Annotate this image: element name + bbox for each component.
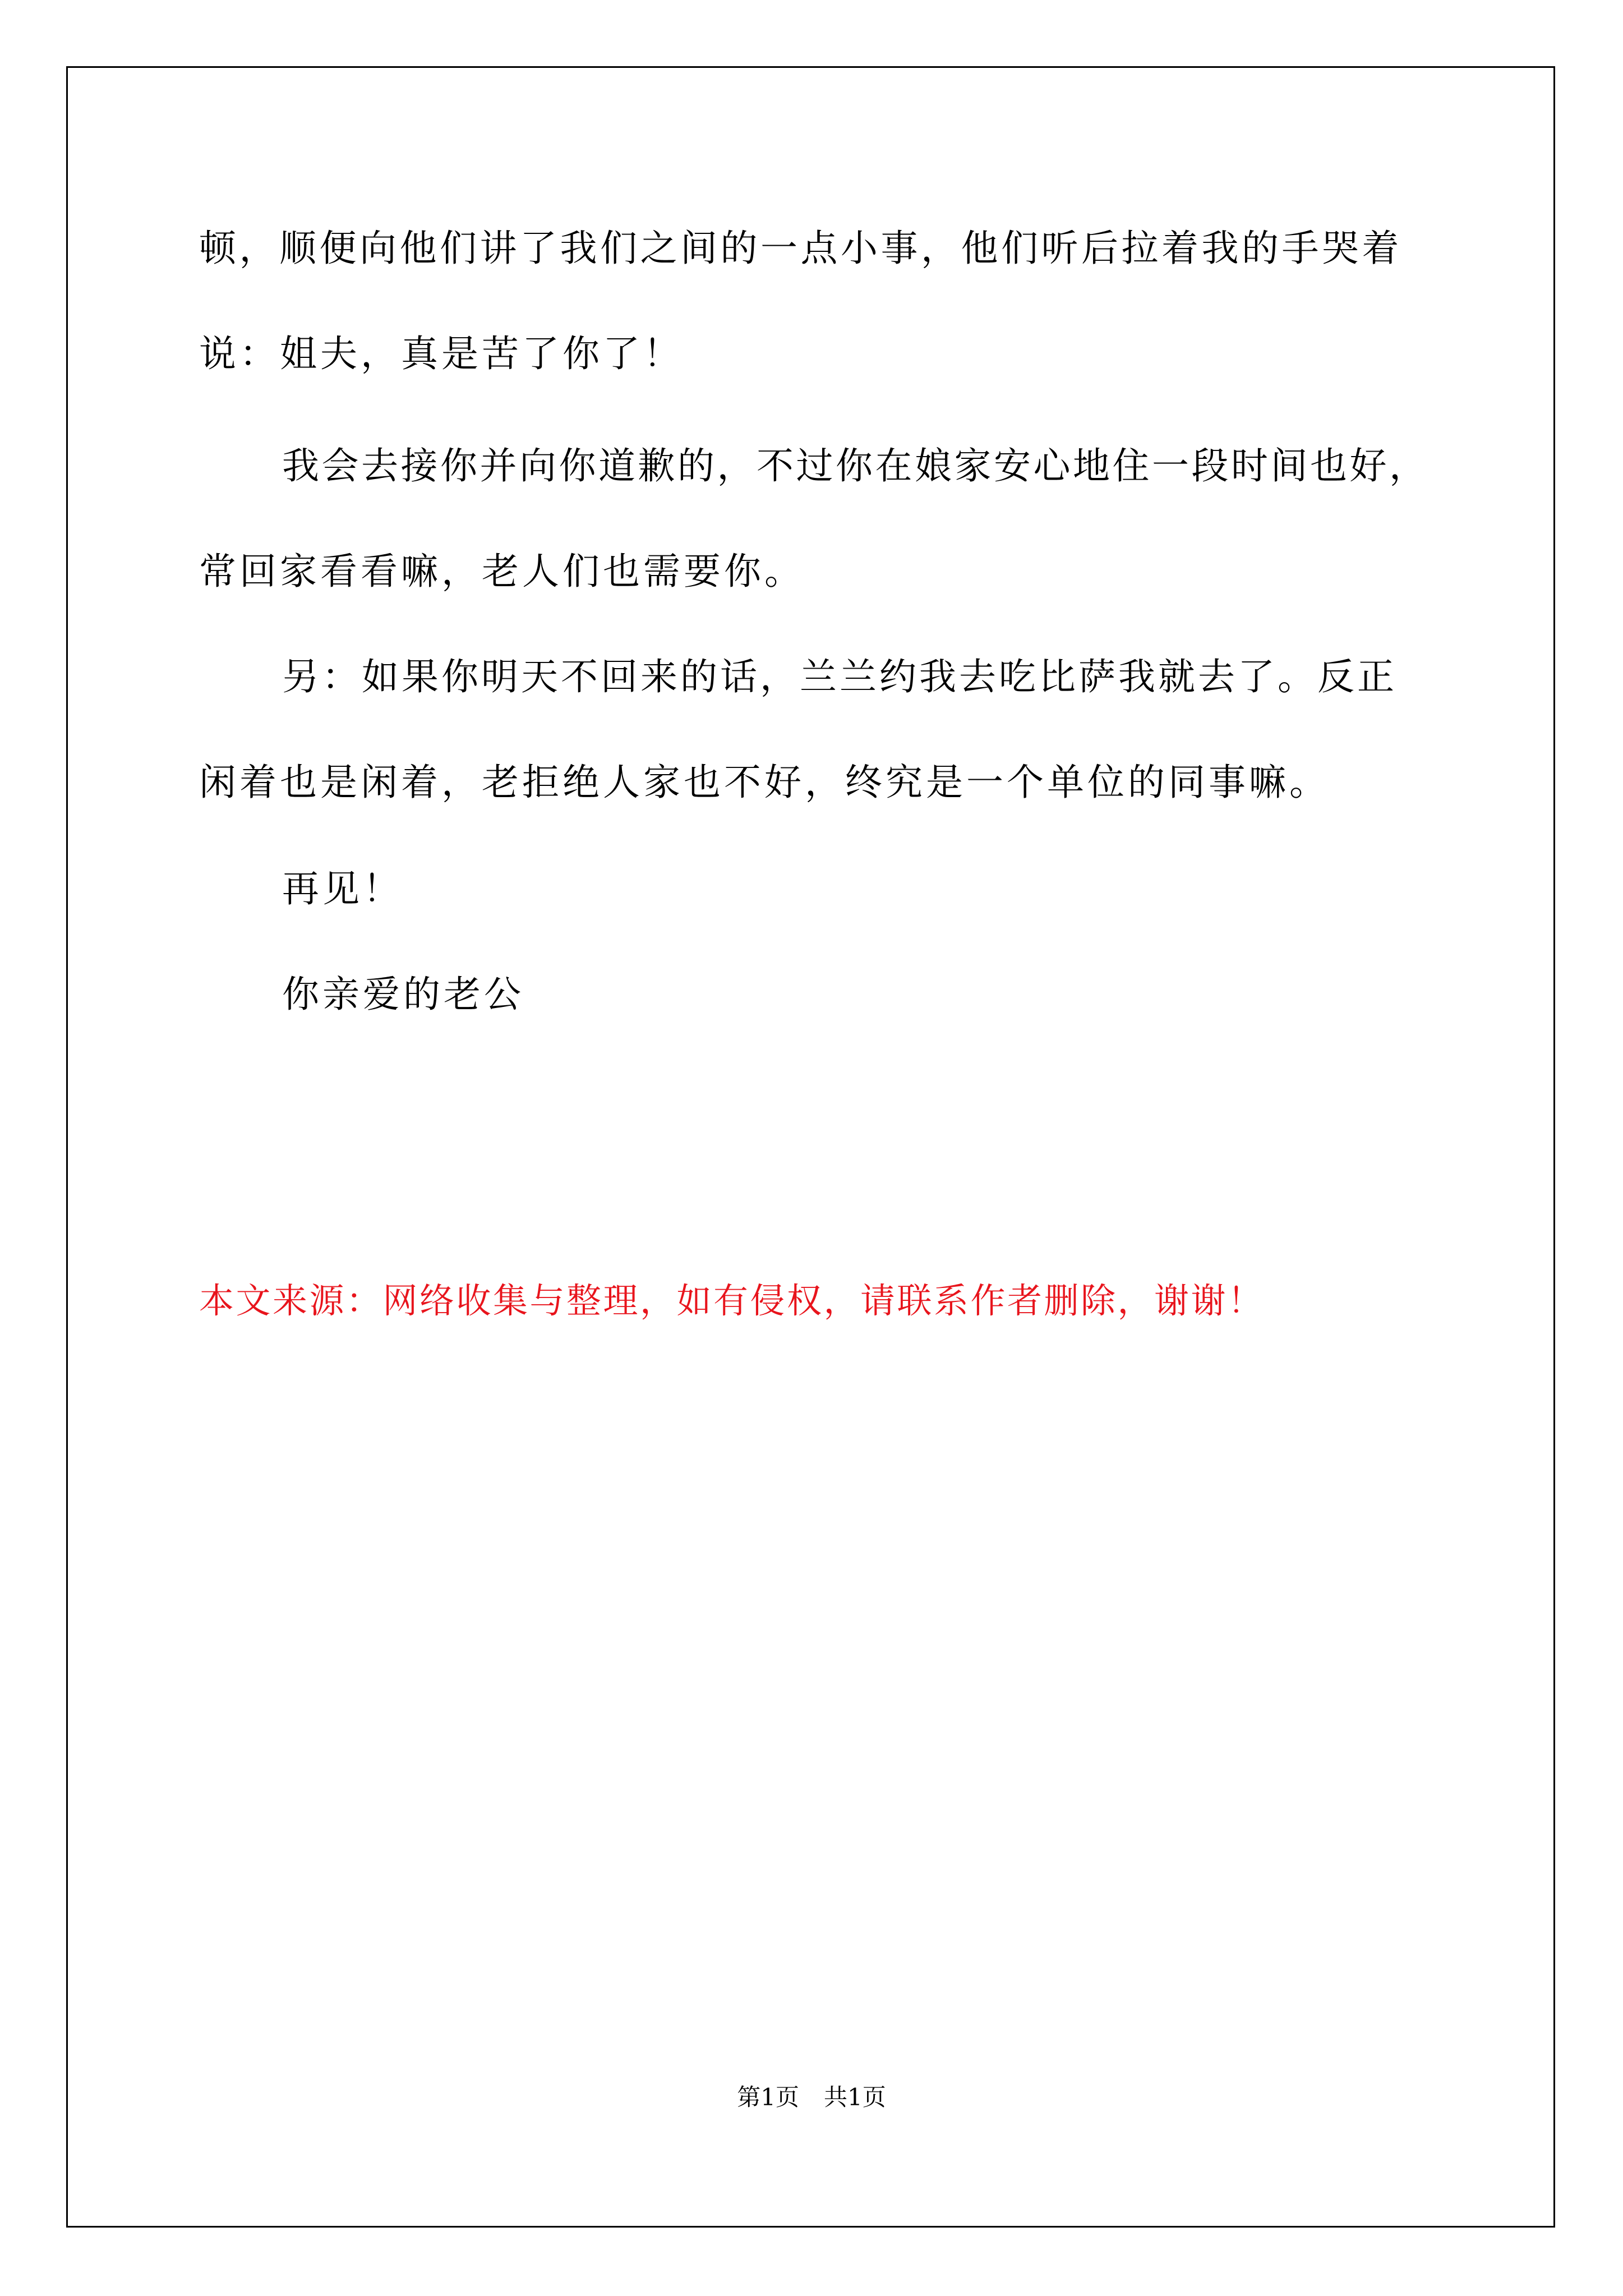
body-line-3: 我会去接你并向你道歉的，不过你在娘家安心地住一段时间也好，	[282, 444, 1429, 487]
page-footer	[0, 2083, 1623, 2111]
body-line-4: 常回家看看嘛，老人们也需要你。	[199, 550, 805, 593]
body-line-6: 闲着也是闲着，老拒绝人家也不好，终究是一个单位的同事嘛。	[199, 761, 1330, 804]
page-number: 第1页	[737, 2083, 799, 2111]
signature-line: 你亲爱的老公	[282, 973, 524, 1016]
page-total: 共1页	[824, 2083, 886, 2111]
closing-line: 再见！	[282, 867, 403, 910]
source-note: 本文来源：网络收集与整理，如有侵权，请联系作者删除，谢谢！	[199, 1280, 1265, 1321]
body-line-5: 另：如果你明天不回来的话，兰兰约我去吃比萨我就去了。反正	[282, 655, 1397, 698]
body-line-1: 顿，顺便向他们讲了我们之间的一点小事，他们听后拉着我的手哭着	[199, 227, 1402, 270]
body-line-2: 说：姐夫，真是苦了你了！	[199, 332, 684, 375]
page-border	[66, 66, 1555, 2228]
